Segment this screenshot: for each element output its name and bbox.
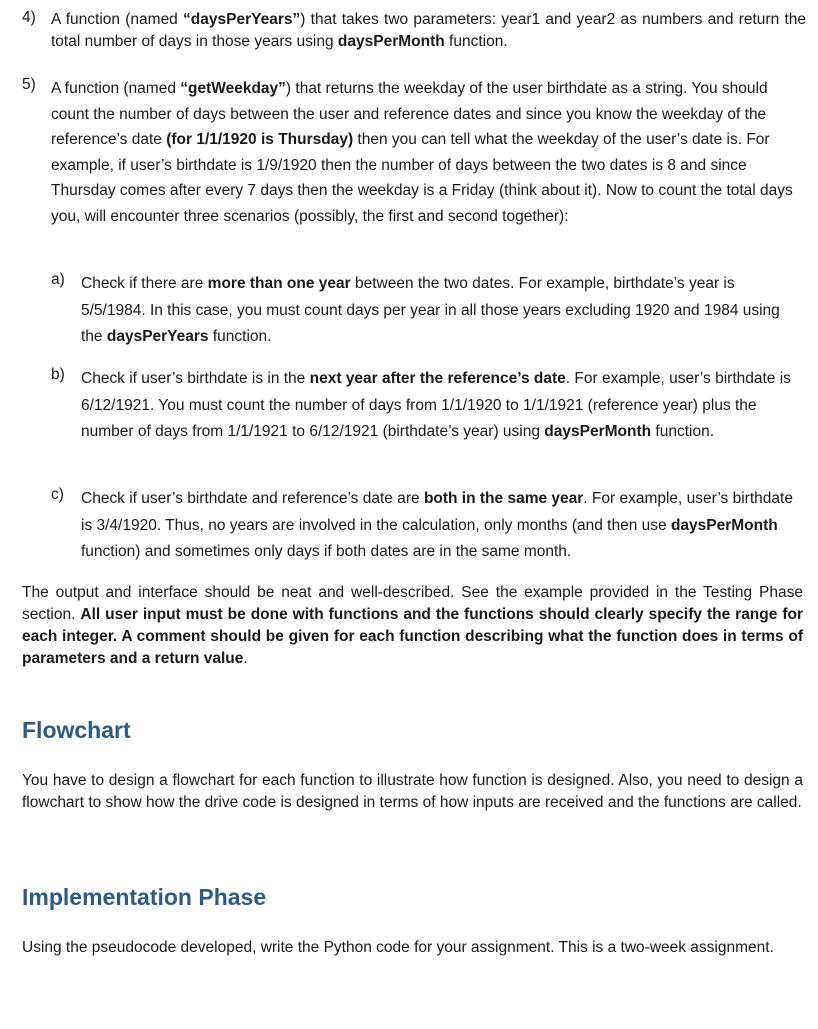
scenario-label: b) <box>51 366 65 383</box>
scenario-text: Check if user’s birthdate and reference’s date are both in the same year. For example, user’s birthdate is 3/4/1920. Thus, no years are involved in the calculation, only months (and then use daysPerMonth function) and sometimes only days if both dates are in the same month. <box>81 490 793 560</box>
flowchart-heading: Flowchart <box>22 717 131 743</box>
output-requirements-paragraph: The output and interface should be neat and well-described. See the example provided in the Testing Phase section. All user input must be done with functions and the functions should clearly specify the range for each integer. A comment should be given for each function describing what the function does in terms of parameters and a return value. <box>22 584 803 667</box>
scenario-text: Check if there are more than one year between the two dates. For example, birthdate’s year is 5/5/1984. In this case, you must count days per year in all those years excluding 1920 and 1984 using the daysPerYears function. <box>81 275 780 345</box>
implementation-heading: Implementation Phase <box>22 884 267 910</box>
item-number: 4) <box>22 9 36 26</box>
scenario-a <box>51 271 801 351</box>
scenario-text: Check if user’s birthdate is in the next year after the reference’s date. For example, user’s birthdate is 6/12/1921. You must count the number of days from 1/1/1920 to 1/1/1921 (reference year) plus the number of days from 1/1/1921 to 6/12/1921 (birthdate’s year) using daysPerMonth function. <box>81 370 791 440</box>
scenario-label: c) <box>51 486 64 503</box>
item-number: 5) <box>22 76 36 93</box>
scenario-b <box>51 366 801 446</box>
scenario-label: a) <box>51 271 65 288</box>
scenario-c <box>51 486 801 566</box>
flowchart-paragraph: You have to design a flowchart for each function to illustrate how function is designed. Also, you need to design a flowchart to show how the drive code is designed in terms of how inputs are received and the functions are called. <box>22 772 803 811</box>
requirement-item-5 <box>22 76 806 230</box>
item-text: A function (named “daysPerYears”) that takes two parameters: year1 and year2 as numbers and return the total number of days in those years using daysPerMonth function. <box>51 11 806 50</box>
implementation-paragraph: Using the pseudocode developed, write the Python code for your assignment. This is a two-week assignment. <box>22 939 774 956</box>
requirement-item-4 <box>22 9 806 53</box>
item-text: A function (named “getWeekday”) that returns the weekday of the user birthdate as a string. You should count the number of days between the user and reference dates and since you know the weekday of the reference’s date (for 1/1/1920 is Thursday) then you can tell what the weekday of the user’s date is. For example, if user’s birthdate is 1/9/1920 then the number of days between the two dates is 8 and since Thursday comes after every 7 days then the weekday is a Friday (think about it). Now to count the total days you, will encounter three scenarios (possibly, the first and second together): <box>51 80 793 225</box>
